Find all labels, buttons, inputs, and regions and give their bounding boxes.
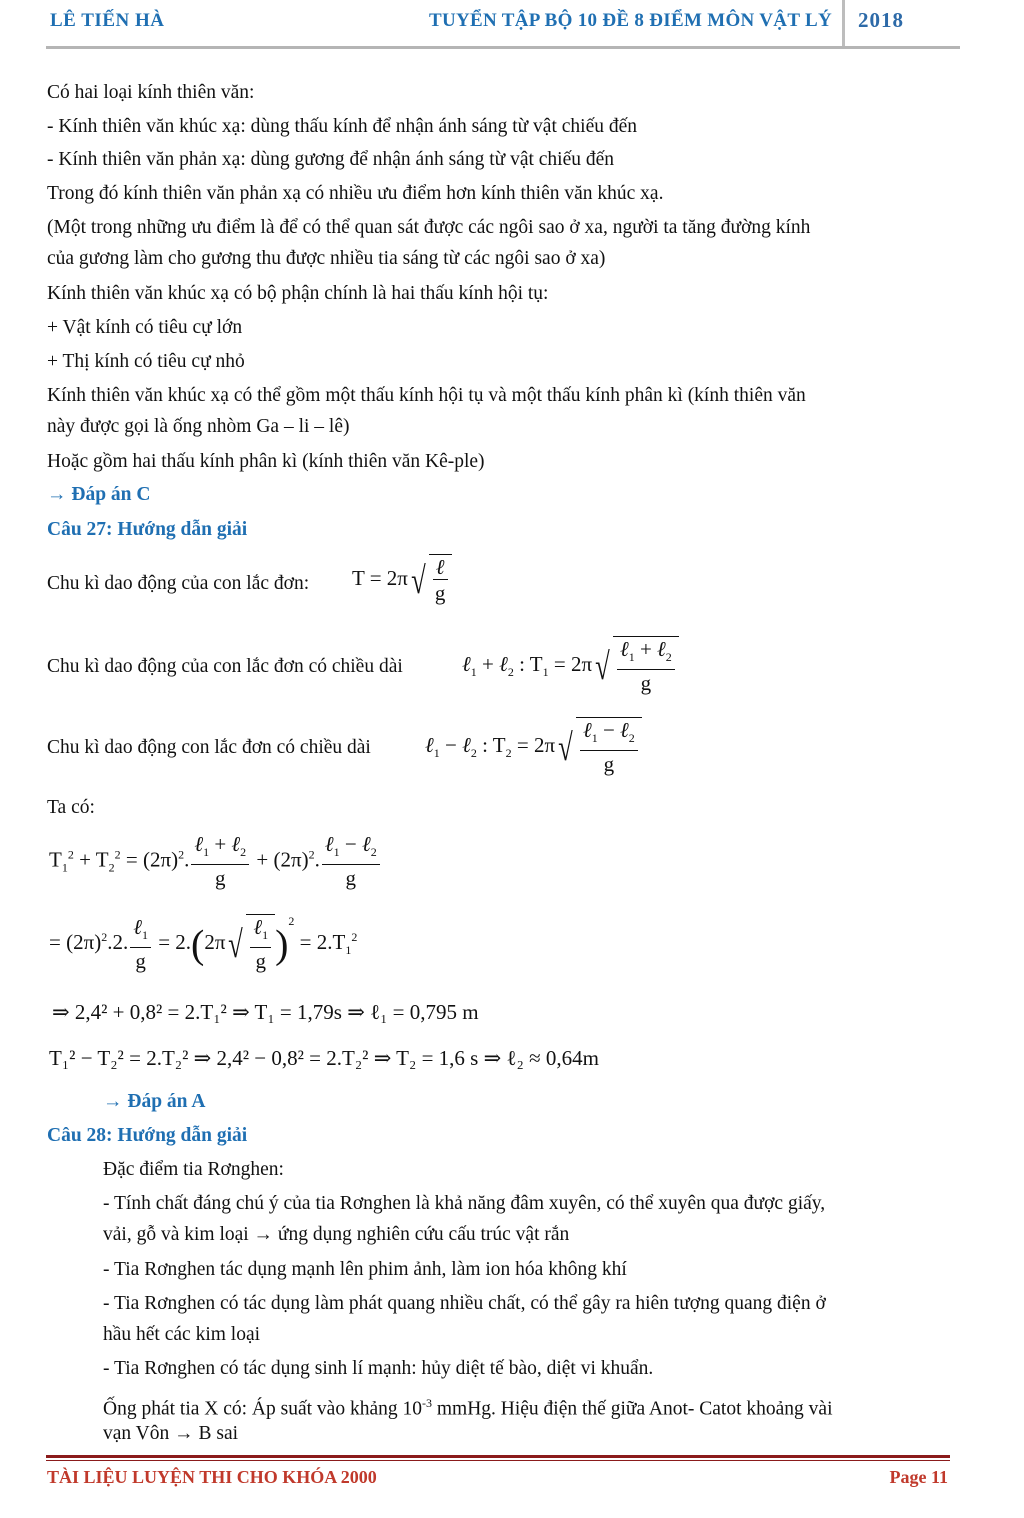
- text-line: - Tia Rơnghen tác dụng mạnh lên phim ảnh, làm ion hóa không khí: [103, 1259, 627, 1280]
- answer-a: → Đáp án A: [103, 1091, 206, 1112]
- text-line: này được gọi là ống nhòm Ga – li – lê): [47, 416, 350, 437]
- footer-rule-thin: [46, 1460, 950, 1461]
- text-line: - Tia Rơnghen có tác dụng sinh lí mạnh: hủy diệt tế bào, diệt vi khuẩn.: [103, 1358, 654, 1379]
- header-author: LÊ TIẾN HÀ: [50, 10, 165, 31]
- header-rule: [46, 46, 960, 49]
- header-title: TUYỂN TẬP BỘ 10 ĐỀ 8 ĐIỂM MÔN VẬT LÝ: [429, 10, 832, 31]
- formula-period: T = 2π√ $\frac{\text{ℓ}}{g}$: [352, 554, 452, 606]
- formula-simplify: = $(2\pi)^2.2$. $\frac{\ell_1}{g}$ = 2.(2π√ $\frac{\ell_1}{g}$ )$^2 = 2.T_1^2$: [49, 914, 358, 974]
- text-line: hầu hết các kim loại: [103, 1324, 261, 1345]
- answer-c: → Đáp án C: [47, 484, 151, 505]
- exponent: -3: [421, 1396, 432, 1410]
- header-year: 2018: [858, 8, 904, 32]
- text-span: mmHg. Hiệu điện thế giữa Anot- Catot khoảng vài: [431, 1398, 833, 1420]
- period-label: Chu kì dao động của con lắc đơn:: [47, 573, 310, 594]
- text-line: vải, gỗ và kim loại → ứng dụng nghiên cứu cấu trúc vật rắn: [103, 1224, 570, 1245]
- page-header: [0, 0, 1024, 52]
- text-line: Đặc điểm tia Rơnghen:: [103, 1159, 284, 1180]
- page-number: Page 11: [889, 1467, 948, 1487]
- formula-sum: $T_1^2 + T_2^2 = (2\pi)^2$. $\frac{\ell_1 + \ell_2}{g}$ + $(2\pi)^2$. $\frac{\ell_1 - \ell_2}{g}$: [49, 832, 382, 891]
- text-line: + Vật kính có tiêu cự lớn: [47, 317, 243, 338]
- formula-t2-result: T₁² − T₂² = 2.T₂² ⇒ 2,4² − 0,8² = 2.T₂² ⇒ T₂ = 1,6 s ⇒ ℓ₂ ≈ 0,64m: [49, 1046, 599, 1070]
- text-line: Kính thiên văn khúc xạ có thể gồm một thấu kính hội tụ và một thấu kính phân kì (kính thiên văn: [47, 385, 806, 406]
- text-line: (Một trong những ưu điểm là để có thể quan sát được các ngôi sao ở xa, người ta tăng đường kính: [47, 217, 811, 238]
- text-line: Trong đó kính thiên văn phản xạ có nhiều ưu điểm hơn kính thiên văn khúc xạ.: [47, 183, 664, 204]
- text-line: vạn Vôn → B sai: [103, 1423, 239, 1444]
- footer-left-text: TÀI LIỆU LUYỆN THI CHO KHÓA 2000: [47, 1467, 377, 1487]
- formula-period-t1: ℓ$_1$ + ℓ$_2$ : $T_1 = 2\pi√$ $\frac{\ell_1 + \ell_2}{g}$: [462, 636, 679, 696]
- footer-rule: [46, 1455, 950, 1458]
- formula-period-t2: ℓ$_1$ − ℓ$_2$ : $T_2 = 2\pi√$ $\frac{\ell_1 - \ell_2}{g}$: [425, 717, 642, 777]
- question-27-heading: Câu 27: Hướng dẫn giải: [47, 519, 248, 540]
- formula-t1-result: ⇒ 2,4² + 0,8² = 2.T₁² ⇒ T₁ = 1,79s ⇒ ℓ₁ = 0,795 m: [52, 1000, 479, 1024]
- text-line: - Tia Rơnghen có tác dụng làm phát quang nhiều chất, có thể gây ra hiên tượng quang điện ở: [103, 1293, 826, 1314]
- text-line: + Thị kính có tiêu cự nhỏ: [47, 351, 245, 372]
- text-line: Hoặc gồm hai thấu kính phân kì (kính thiên văn Kê-ple): [47, 451, 485, 472]
- text-line: - Kính thiên văn phản xạ: dùng gương để nhận ánh sáng từ vật chiếu đến: [47, 149, 615, 170]
- text-line: [47, 573, 309, 595]
- text-line: Kính thiên văn khúc xạ có bộ phận chính là hai thấu kính hội tụ:: [47, 283, 549, 304]
- text-line: - Tính chất đáng chú ý của tia Rơnghen là khả năng đâm xuyên, có thể xuyên qua được giấy,: [103, 1193, 826, 1214]
- text-line: Có hai loại kính thiên văn:: [47, 82, 255, 103]
- text-span: Ống phát tia X có: Áp suất vào khảng 10: [103, 1398, 422, 1420]
- header-separator: [842, 0, 845, 46]
- text-line: Ta có:: [47, 797, 95, 818]
- text-line: Chu kì dao động con lắc đơn có chiều dài: [47, 737, 371, 758]
- question-28-heading: Câu 28: Hướng dẫn giải: [47, 1125, 248, 1146]
- text-line: của gương làm cho gương thu được nhiều tia sáng từ các ngôi sao ở xa): [47, 248, 606, 269]
- text-line: - Kính thiên văn khúc xạ: dùng thấu kính để nhận ánh sáng từ vật chiếu đến: [47, 116, 638, 137]
- text-line: [103, 1392, 833, 1421]
- text-line: Chu kì dao động của con lắc đơn có chiều dài: [47, 656, 403, 677]
